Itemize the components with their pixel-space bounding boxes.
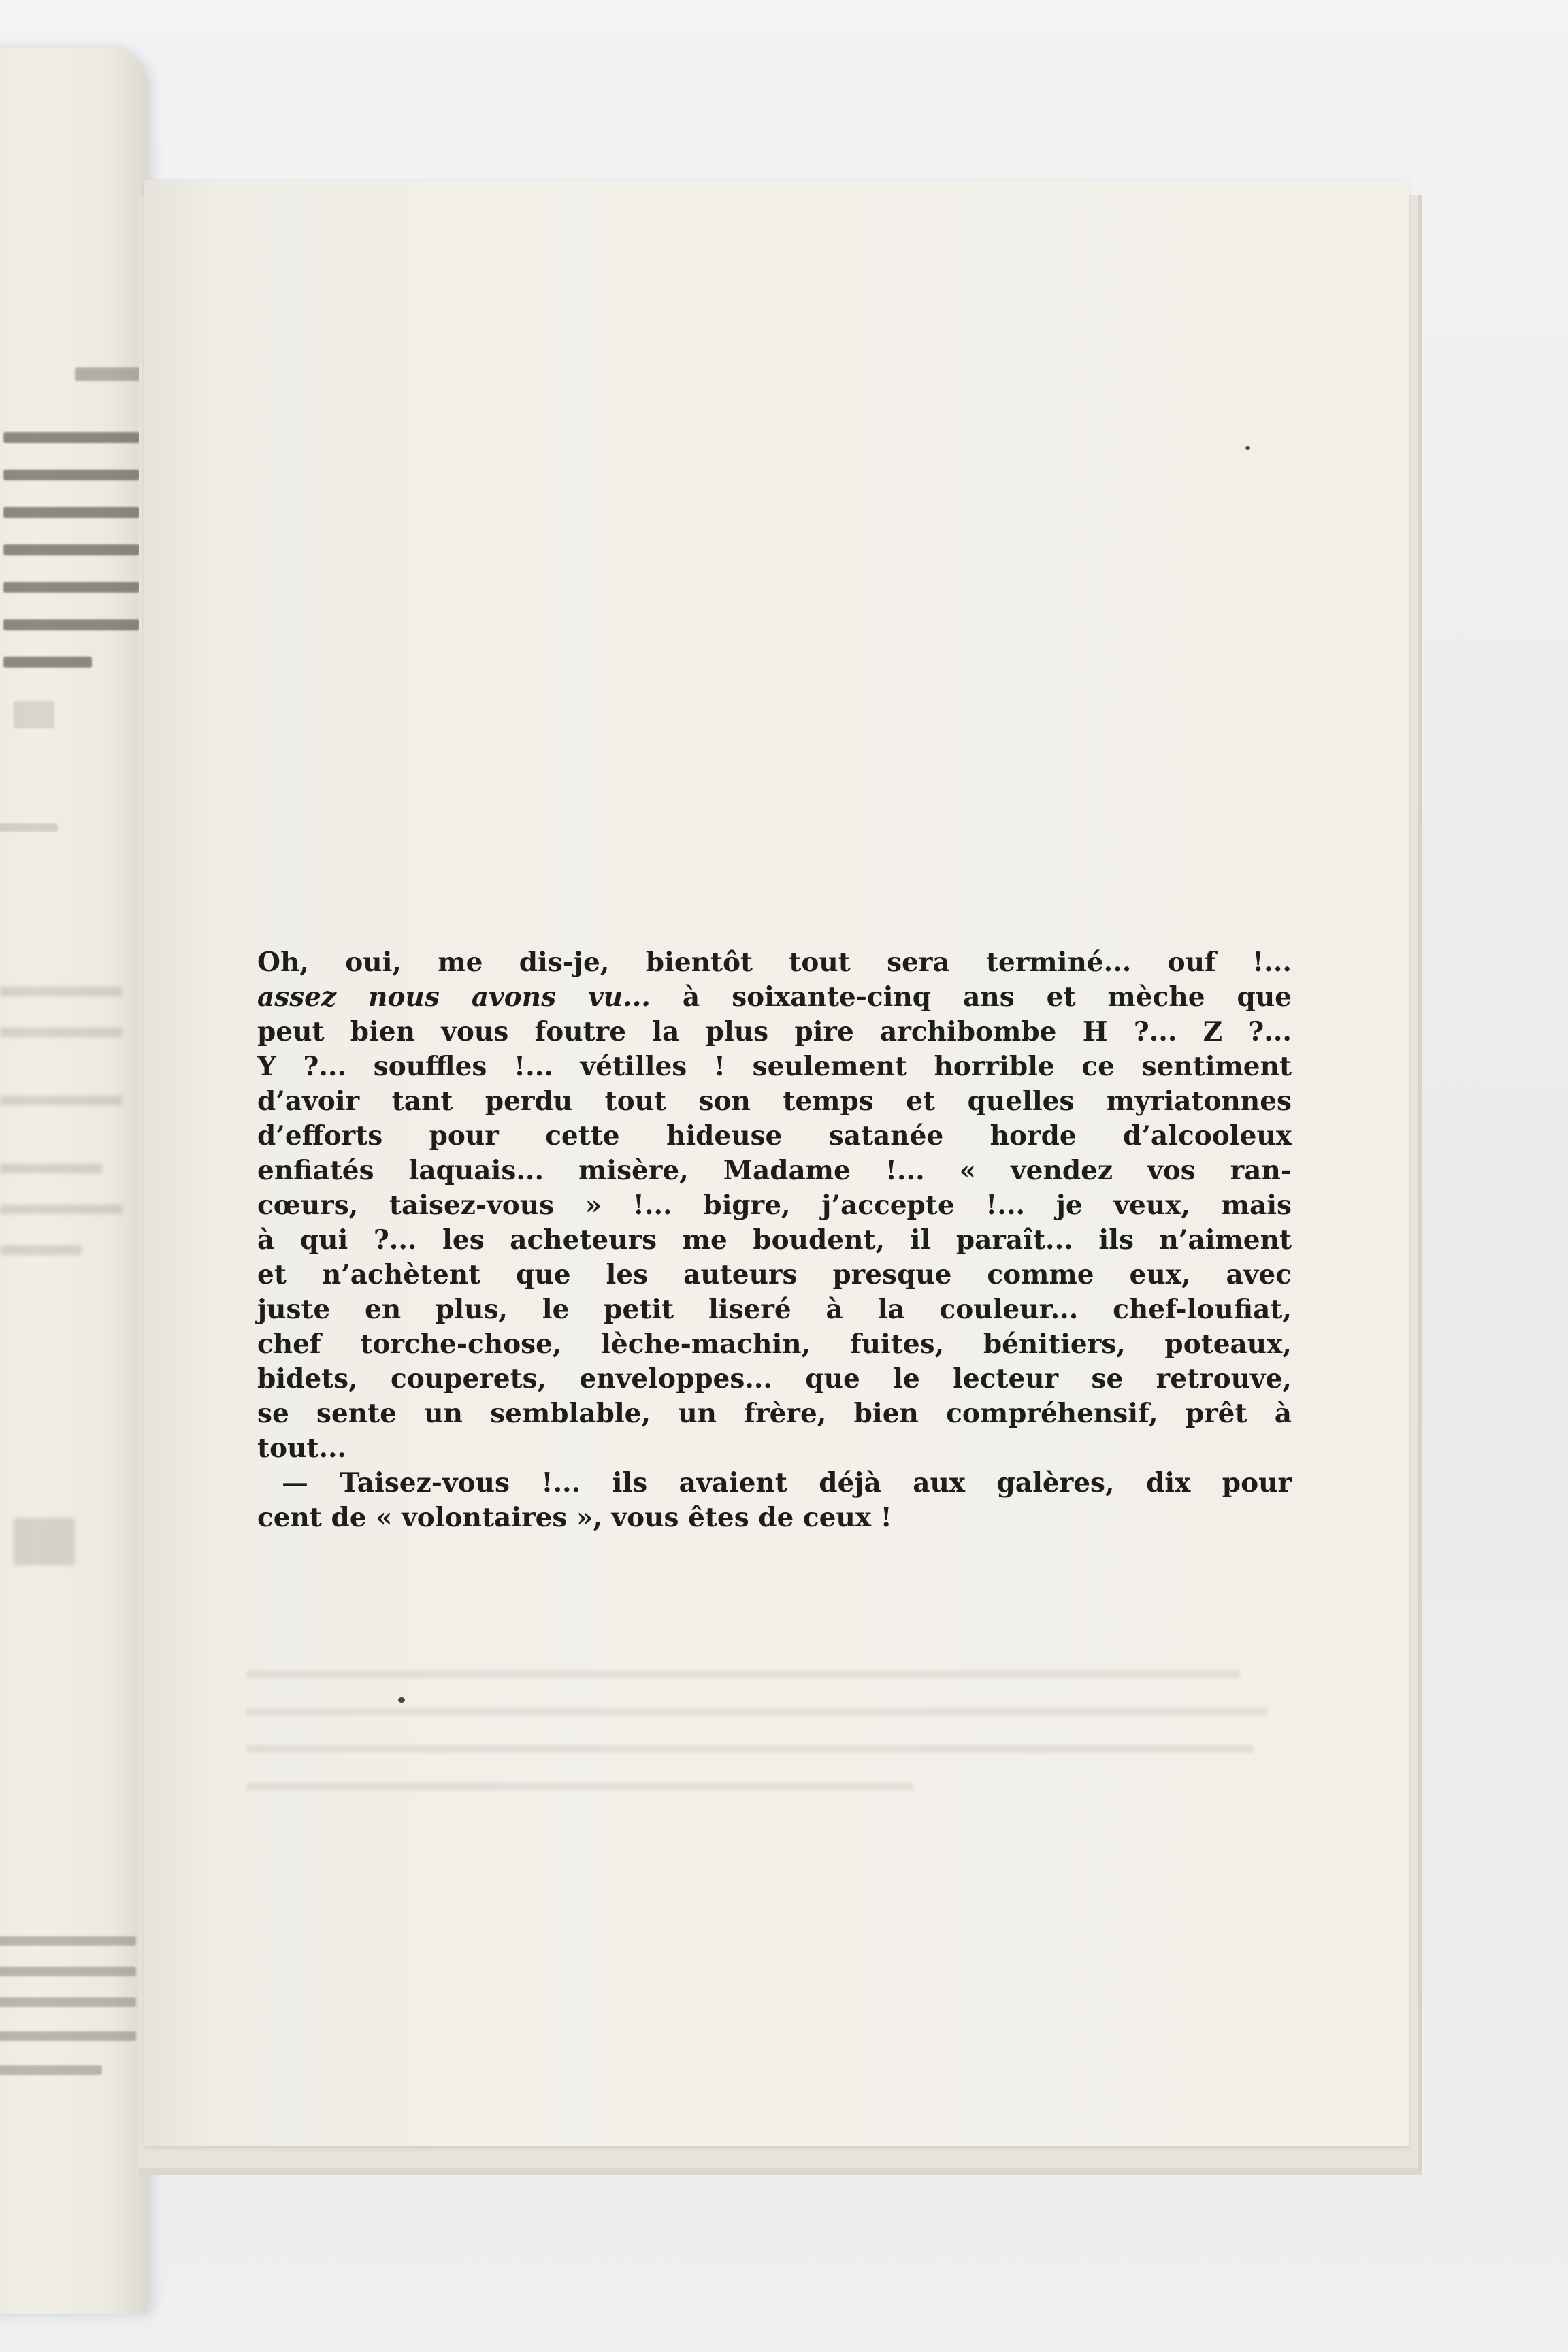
text-line: se sente un semblable, un frère, bien compréhensif, prêt à <box>257 1398 1292 1429</box>
text-line: — Taisez-vous !... ils avaient déjà aux galères, dix pour <box>282 1467 1292 1499</box>
text-line: d’avoir tant perdu tout son temps et quelles myriatonnes <box>257 1085 1292 1117</box>
text-line: Y ?... souffles !... vétilles ! seulement horrible ce sentiment <box>257 1051 1292 1082</box>
paper-speck <box>398 1697 405 1703</box>
text-line-rest: à soixante-cinq ans et mèche que <box>650 981 1292 1013</box>
text-line: bidets, couperets, enveloppes... que le lecteur se retrouve, <box>257 1363 1292 1394</box>
text-line: enfiatés laquais... misère, Madame !... « vendez vos ran- <box>257 1155 1292 1186</box>
text-line: d’efforts pour cette hideuse satanée horde d’alcooleux <box>257 1120 1292 1152</box>
text-line <box>257 980 1292 1015</box>
text-line: chef torche-chose, lèche-machin, fuites, bénitiers, poteaux, <box>257 1328 1292 1360</box>
book-page <box>144 180 1409 2146</box>
text-line: Oh, oui, me dis-je, bientôt tout sera terminé... ouf !... <box>257 947 1292 978</box>
text-line: cœurs, taisez-vous » !... bigre, j’accepte !... je veux, mais <box>257 1190 1292 1221</box>
italic-phrase: assez nous avons vu... <box>257 981 651 1013</box>
text-line: à qui ?... les acheteurs me boudent, il paraît... ils n’aiment <box>257 1224 1292 1256</box>
text-line: tout... <box>257 1433 347 1464</box>
left-page-edge <box>0 48 148 2314</box>
text-line: cent de « volontaires », vous êtes de ceux ! <box>257 1502 892 1533</box>
body-text-paragraph <box>257 945 1292 1535</box>
paper-speck <box>1245 446 1250 450</box>
text-line: juste en plus, le petit liseré à la couleur... chef-loufiat, <box>257 1294 1292 1325</box>
text-line: et n’achètent que les auteurs presque comme eux, avec <box>257 1259 1292 1290</box>
text-line: peut bien vous foutre la plus pire archibombe H ?... Z ?... <box>257 1016 1292 1047</box>
left-page-ghost-text <box>0 48 148 2314</box>
show-through-text <box>246 1670 1308 1799</box>
